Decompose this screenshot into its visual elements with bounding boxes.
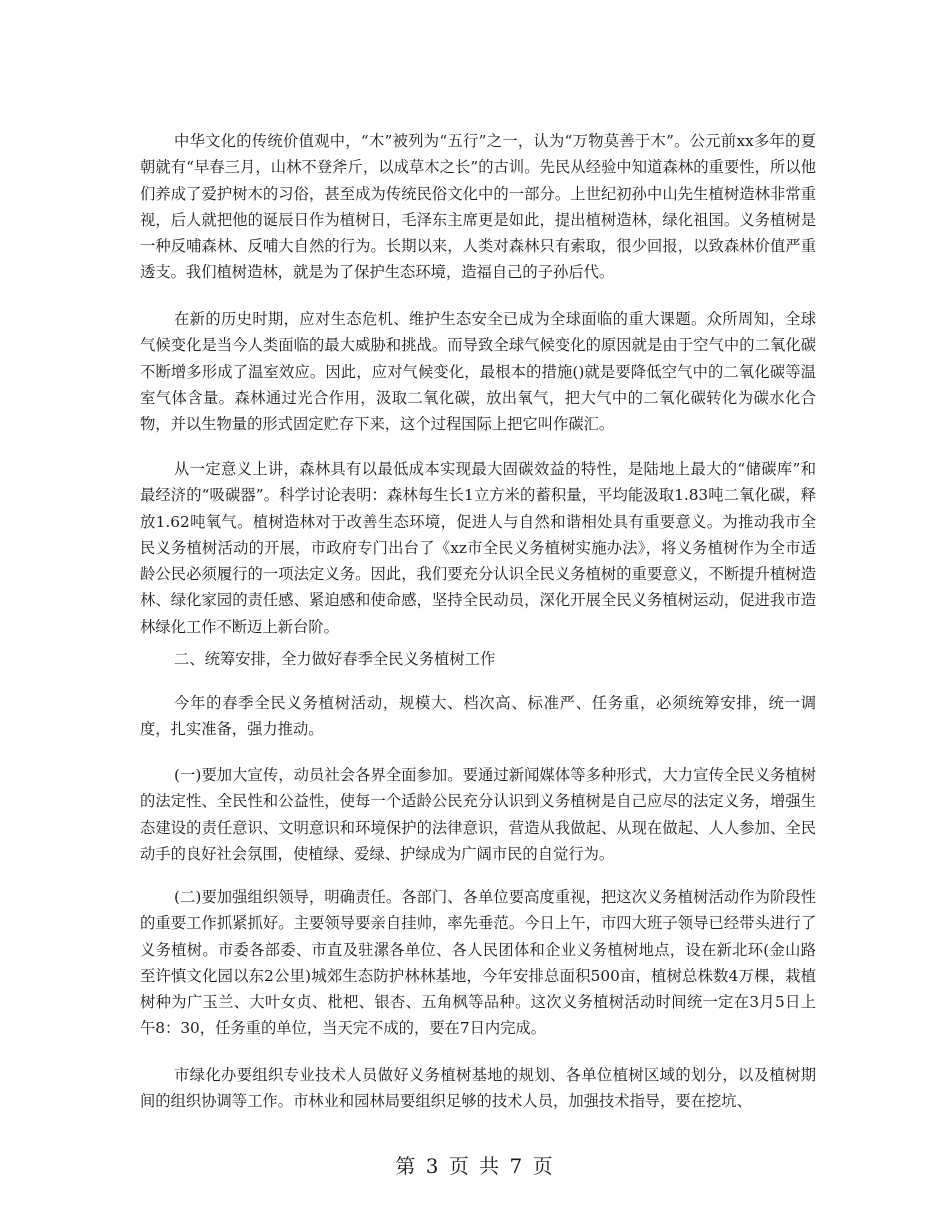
paragraph-1: 中华文化的传统价值观中，“木”被列为“五行”之一，认为“万物莫善于木”。公元前xx多年的夏朝就有“早春三月，山林不登斧斤，以成草木之长”的古训。先民从经验中知道森林的重要性，所以他们养成了爱护树木的习俗，甚至成为传统民俗文化中的一部分。上世纪初孙中山先生植树造林非常重视，后人就把他的诞辰日作为植树日，毛泽东主席更是如此，提出植树造林，绿化祖国。义务植树是一种反哺森林、反哺大自然的行为。长期以来，人类对森林只有索取，很少回报，以致森林价值严重透支。我们植树造林，就是为了保护生态环境，造福自己的子孙后代。 <box>140 132 816 282</box>
paragraph-3: 从一定意义上讲，森林具有以最低成本实现最大固碳效益的特性，是陆地上最大的“储碳库”和最经济的“吸碳器”。科学讨论表明：森林每生长1立方米的蓄积量，平均能汲取1.83吨二氧化碳，释放1.62吨氧气。植树造林对于改善生态环境，促进人与自然和谐相处具有重要意义。为推动我市全民义务植树活动的开展，市政府专门出台了《xz市全民义务植树实施办法》，将义务植树作为全市适龄公民必须履行的一项法定义务。因此，我们要充分认识全民义务植树的重要意义，不断提升植树造林、绿化家园的责任感、紧迫感和使命感，坚持全民动员，深化开展全民义务植树运动，促进我市造林绿化工作不断迈上新台阶。 <box>140 460 816 636</box>
section-heading: 二、统筹安排，全力做好春季全民义务植树工作 <box>174 650 496 668</box>
paragraph-4: 今年的春季全民义务植树活动，规模大、档次高、标准严、任务重，必须统筹安排，统一调度，扎实准备，强力推动。 <box>140 694 816 739</box>
page-footer: 第 3 页 共 7 页 <box>395 1154 555 1178</box>
paragraph-6: (二)要加强组织领导，明确责任。各部门、各单位要高度重视，把这次义务植树活动作为阶段性的重要工作抓紧抓好。主要领导要亲自挂帅，率先垂范。今日上午，市四大班子领导已经带头进行了义务植树。市委各部委、市直及驻漯各单位、各人民团体和企业义务植树地点，设在新北环(金山路至许慎文化园以东2公里)城郊生态防护林林基地，今年安排总面积500亩，植树总株数4万棵，栽植树种为广玉兰、大叶女贞、枇杷、银杏、五角枫等品种。这次义务植树活动时间统一定在3月5日上午8：30，任务重的单位，当天完不成的，要在7日内完成。 <box>140 888 816 1038</box>
paragraph-5: (一)要加大宣传，动员社会各界全面参加。要通过新闻媒体等多种形式，大力宣传全民义务植树的法定性、全民性和公益性，使每一个适龄公民充分认识到义务植树是自己应尽的法定义务，增强生态建设的责任意识、文明意识和环境保护的法律意识，营造从我做起、从现在做起、人人参加、全民动手的良好社会氛围，使植绿、爱绿、护绿成为广阔市民的自觉行为。 <box>140 766 816 863</box>
paragraph-2: 在新的历史时期，应对生态危机、维护生态安全已成为全球面临的重大课题。众所周知，全球气候变化是当今人类面临的最大威胁和挑战。而导致全球气候变化的原因就是由于空气中的二氧化碳不断增多形成了温室效应。因此，应对气候变化，最根本的措施()就是要降低空气中的二氧化碳等温室气体含量。森林通过光合作用，汲取二氧化碳，放出氧气，把大气中的二氧化碳转化为碳水化合物，并以生物量的形式固定贮存下来，这个过程国际上把它叫作碳汇。 <box>140 310 816 434</box>
paragraph-7: 市绿化办要组织专业技术人员做好义务植树基地的规划、各单位植树区域的划分，以及植树期间的组织协调等工作。市林业和园林局要组织足够的技术人员，加强技术指导，要在挖坑、 <box>140 1066 816 1111</box>
